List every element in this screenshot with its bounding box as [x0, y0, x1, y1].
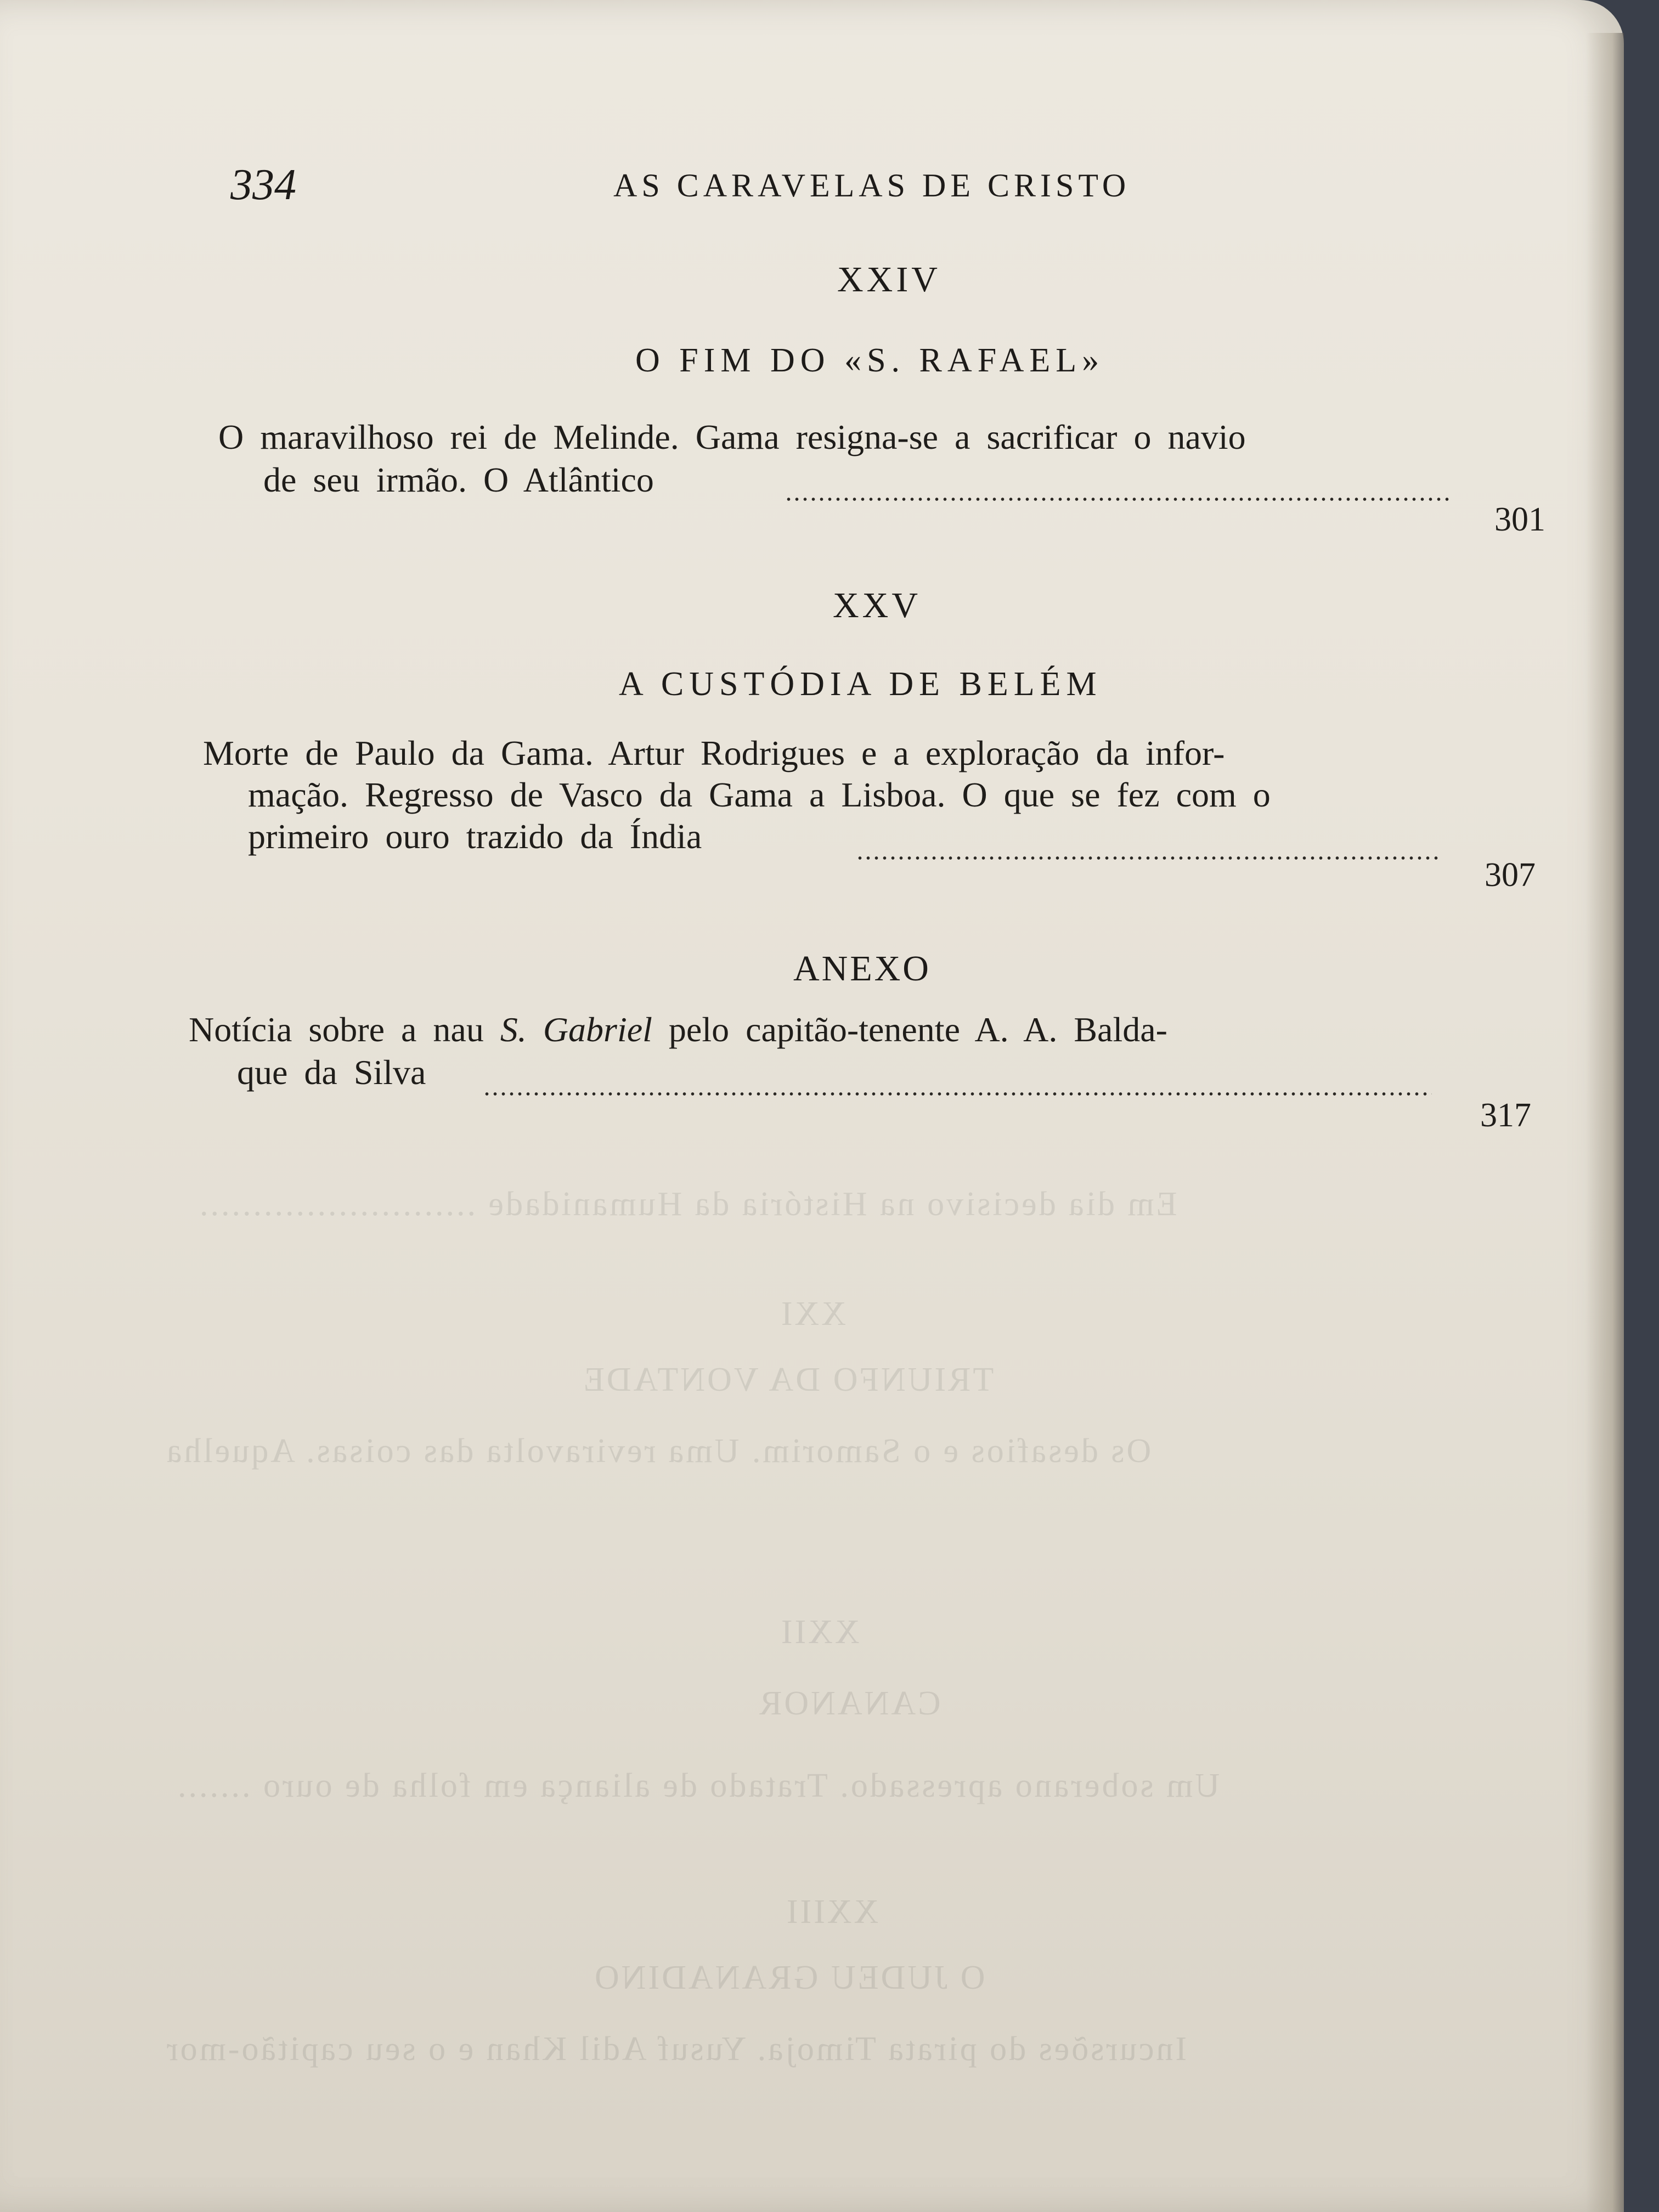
- section-heading: ANEXO: [793, 949, 931, 989]
- chapter-numeral: XXV: [833, 585, 921, 625]
- show-through-text: TRIUNFO DA VONTADE: [582, 1361, 994, 1398]
- toc-entry-line: mação. Regresso de Vasco da Gama a Lisboa. O que se fez com o: [248, 775, 1271, 814]
- show-through-text: XXI: [779, 1295, 847, 1333]
- dot-leader: [483, 1092, 1432, 1096]
- toc-entry-line: que da Silva: [237, 1053, 426, 1092]
- toc-entry-line: primeiro ouro trazido da Índia: [248, 817, 702, 856]
- show-through-text: Os desafios e o Samorim. Uma reviravolta das coisas. Aquelha: [165, 1432, 1152, 1470]
- show-through-text: Incursões do pirata Timoja. Yusuf Adil Khan e o seu capitão-mor: [165, 2030, 1187, 2068]
- dot-leader: [856, 856, 1438, 860]
- entry-text: pelo capitão-tenente A. A. Balda-: [668, 1010, 1167, 1049]
- toc-entry-line: [189, 1009, 1167, 1050]
- page-reference: 301: [1494, 501, 1545, 538]
- show-through-text: O JUDEU GRANADINO: [592, 1959, 985, 1996]
- toc-entry-line: de seu irmão. O Atlântico: [263, 460, 654, 499]
- chapter-numeral: XXIV: [837, 259, 941, 300]
- show-through-text: CANANOR: [757, 1685, 941, 1722]
- page-reference: 307: [1485, 856, 1536, 894]
- page-number: 334: [230, 161, 296, 209]
- entry-text: Notícia sobre a nau: [189, 1010, 484, 1049]
- show-through-text: Em dia decisivo na História da Humanidade ..........................: [198, 1186, 1177, 1223]
- running-title: AS CARAVELAS DE CRISTO: [613, 167, 1131, 204]
- toc-entry-line: O maravilhoso rei de Melinde. Gama resigna-se a sacrificar o navio: [218, 417, 1246, 456]
- chapter-title: A CUSTÓDIA DE BELÉM: [619, 665, 1102, 703]
- show-through-text: XXII: [779, 1613, 860, 1651]
- chapter-title: O FIM DO «S. RAFAEL»: [635, 342, 1105, 379]
- dot-leader: [785, 497, 1449, 501]
- ship-name: S. Gabriel: [500, 1010, 652, 1049]
- show-through-text: Um soberano apressado. Tratado de aliança em folha de ouro .......: [176, 1767, 1220, 1804]
- show-through-text: XXIII: [785, 1893, 879, 1931]
- toc-entry-line: Morte de Paulo da Gama. Artur Rodrigues e a exploração da infor-: [203, 733, 1225, 772]
- page-reference: 317: [1480, 1097, 1531, 1134]
- page-edge-shadow: [1585, 33, 1624, 2212]
